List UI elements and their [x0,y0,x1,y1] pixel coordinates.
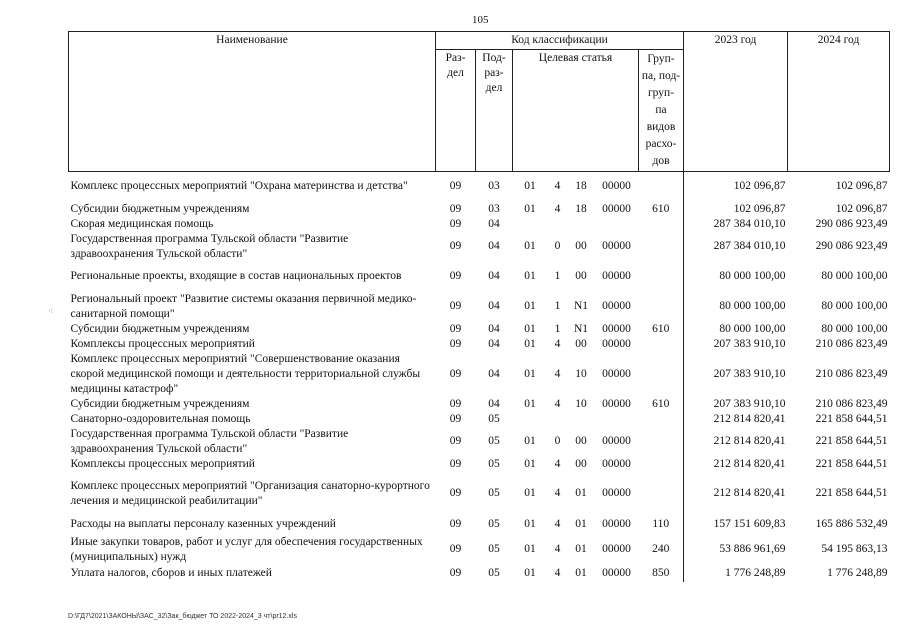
cell-cs3: 00 [575,270,587,282]
cell-v2024: 210 086 823,49 [815,337,888,350]
cell-vr [639,352,684,397]
header-2023: 2023 год [684,32,788,172]
cell-cs4: 00000 [602,543,631,555]
cell-vr [639,232,684,262]
header-code: Код классификации [436,32,684,50]
cell-name: Комплекс процессных мероприятий "Совершенствование оказания скорой медицинской помощи и деятельности территориальной службы медицины катастроф" [70,352,421,395]
cell-v2024: 80 000 100,00 [821,270,888,282]
cell-cs4: 00000 [602,397,631,410]
cell-vr: 610 [652,202,670,215]
cell-v2023: 212 814 820,41 [684,427,788,457]
header-name: Наименование [69,32,436,172]
table-row [69,565,890,582]
cell-cs1 [513,217,548,232]
cell-rz: 09 [449,518,462,530]
cell-pr: 04 [488,300,500,312]
cell-name: Иные закупки товаров, работ и услуг для обеспечения государственных (муниципальных) нужд [70,535,423,563]
cell-vr: 850 [652,566,670,579]
margin-mark: ⁖ [48,306,54,316]
cell-cs4 [595,412,639,427]
header-section: Раз- дел [436,50,476,172]
cell-v2024: 221 858 644,51 [815,435,888,447]
cell-cs3: 00 [575,337,587,350]
cell-cs1: 01 [524,367,536,380]
cell-cs1: 01 [524,566,536,579]
cell-name: Комплексы процессных мероприятий [70,458,255,470]
cell-cs4: 00000 [602,322,631,335]
cell-name: Государственная программа Тульской области "Развитие здравоохранения Тульской области" [70,427,349,455]
cell-v2023: 80 000 100,00 [684,262,788,292]
cell-cs3: 00 [575,458,587,470]
cell-cs4: 00000 [602,337,631,350]
cell-cs1 [513,412,548,427]
cell-rz: 09 [449,412,462,425]
cell-name: Субсидии бюджетным учреждениям [70,202,250,215]
cell-vr [639,172,684,202]
cell-cs2: 4 [554,180,561,193]
table-row [69,337,890,352]
cell-cs1: 01 [524,543,536,555]
cell-cs2: 0 [554,435,561,447]
cell-cs1: 01 [524,202,536,215]
cell-cs3: 00 [575,240,587,252]
cell-cs3: 18 [575,202,587,215]
cell-pr: 04 [488,367,500,380]
cell-v2023: 80 000 100,00 [684,292,788,322]
table-row [69,457,890,473]
table-row [69,352,890,397]
cell-pr: 04 [488,240,500,252]
table-row [69,412,890,427]
cell-cs1: 01 [524,240,536,252]
cell-rz: 09 [449,367,462,380]
cell-vr: 240 [652,543,670,555]
cell-v2023: 212 814 820,41 [684,457,788,473]
cell-cs1: 01 [524,397,536,410]
page-number: 105 [472,14,489,26]
cell-cs3: 01 [575,566,587,579]
cell-cs2 [548,217,568,232]
cell-pr: 04 [488,270,500,282]
cell-cs1: 01 [524,337,536,350]
cell-name: Комплекс процессных мероприятий "Охрана материнства и детства" [70,180,408,193]
cell-rz: 09 [449,566,462,579]
cell-rz: 09 [449,180,462,193]
cell-v2024: 221 858 644,51 [815,412,888,425]
cell-vr [639,217,684,232]
cell-cs3: 01 [575,518,587,530]
cell-pr: 03 [488,202,500,215]
cell-cs4: 00000 [602,487,631,499]
cell-pr: 04 [488,322,500,335]
cell-cs2: 4 [554,543,561,555]
cell-cs2: 4 [554,397,561,410]
cell-rz: 09 [449,337,462,350]
cell-v2024: 80 000 100,00 [821,322,888,335]
cell-vr: 610 [652,322,670,335]
table-row [69,202,890,217]
cell-v2023: 207 383 910,10 [684,337,788,352]
cell-v2023: 1 776 248,89 [684,565,788,582]
cell-pr: 05 [488,566,500,579]
table-row [69,172,890,202]
cell-v2024: 290 086 923,49 [815,217,888,230]
cell-name: Субсидии бюджетным учреждениям [70,322,250,335]
cell-cs3: 00 [575,435,587,447]
cell-v2024: 54 195 863,13 [821,543,888,555]
cell-rz: 09 [449,202,462,215]
cell-v2023: 157 151 609,83 [684,515,788,535]
cell-cs4: 00000 [602,202,631,215]
cell-vr [639,412,684,427]
cell-cs2: 0 [554,240,561,252]
cell-cs1: 01 [524,322,536,335]
cell-cs3: 01 [575,487,587,499]
cell-name: Расходы на выплаты персоналу казенных учреждений [70,518,336,530]
cell-cs4 [595,217,639,232]
file-path: D:\ГД7\2021\ЗАКОНЫ\ЗАС_32\Зак_бюджет ТО 2022-2024_3 чт\pr12.xls [68,613,297,620]
table-row [69,262,890,292]
cell-rz: 09 [449,270,462,282]
cell-name: Санаторно-оздоровительная помощь [70,412,251,425]
cell-name: Субсидии бюджетным учреждениям [70,397,250,410]
cell-cs4: 00000 [602,458,631,470]
cell-cs1: 01 [524,270,536,282]
cell-cs4: 00000 [602,270,631,282]
cell-rz: 09 [449,322,462,335]
cell-vr [639,427,684,457]
cell-rz: 09 [449,240,462,252]
cell-name: Скорая медицинская помощь [70,217,214,230]
cell-rz: 09 [449,435,462,447]
table-row [69,292,890,322]
cell-v2023: 207 383 910,10 [684,397,788,412]
cell-rz: 09 [449,217,462,230]
table-body [69,172,890,582]
cell-v2023: 212 814 820,41 [684,473,788,515]
cell-cs4: 00000 [602,435,631,447]
cell-name: Региональные проекты, входящие в состав национальных проектов [70,270,402,282]
cell-cs4: 00000 [602,240,631,252]
table-row [69,397,890,412]
cell-v2024: 221 858 644,51 [815,487,888,499]
cell-cs1: 01 [524,458,536,470]
table-row [69,515,890,535]
cell-vr [639,292,684,322]
cell-cs3: N1 [573,322,589,335]
cell-v2023: 212 814 820,41 [684,412,788,427]
cell-name: Комплекс процессных мероприятий "Организация санаторно-курортного лечения и медицинской реабилитации" [70,479,430,507]
cell-cs2: 1 [554,300,561,312]
cell-cs3: 01 [575,543,587,555]
cell-rz: 09 [449,487,462,499]
cell-cs2: 4 [554,518,561,530]
cell-cs4: 00000 [602,300,631,312]
cell-rz: 09 [449,300,462,312]
cell-cs2: 4 [554,566,561,579]
cell-rz: 09 [449,397,462,410]
cell-v2024: 210 086 823,49 [815,367,888,380]
cell-v2023: 53 886 961,69 [684,535,788,565]
cell-cs4: 00000 [602,367,631,380]
cell-cs4: 00000 [602,518,631,530]
cell-v2023: 287 384 010,10 [684,217,788,232]
header-target: Целевая статья [513,50,639,172]
cell-v2024: 165 886 532,49 [815,518,888,530]
cell-cs2: 1 [554,270,561,282]
table-row [69,232,890,262]
cell-cs3: 10 [575,367,587,380]
cell-pr: 03 [488,180,500,193]
cell-pr: 05 [488,487,500,499]
cell-rz: 09 [449,543,462,555]
cell-name: Комплексы процессных мероприятий [70,337,255,350]
cell-v2023: 102 096,87 [684,172,788,202]
cell-v2023: 207 383 910,10 [684,352,788,397]
cell-vr: 610 [652,397,670,410]
cell-v2023: 102 096,87 [684,202,788,217]
table-row [69,535,890,565]
cell-cs1: 01 [524,518,536,530]
cell-v2024: 102 096,87 [835,180,888,193]
cell-cs1: 01 [524,435,536,447]
cell-pr: 05 [488,435,500,447]
cell-rz: 09 [449,458,462,470]
cell-cs2: 4 [554,202,561,215]
cell-cs1: 01 [524,300,536,312]
cell-cs3: 10 [575,397,587,410]
cell-pr: 04 [488,397,500,410]
cell-name: Региональный проект "Развитие системы оказания первичной медико-санитарной помощи" [70,292,417,320]
header-subsection: Под- раз- дел [476,50,513,172]
cell-v2024: 1 776 248,89 [827,566,888,579]
table-row [69,427,890,457]
cell-pr: 05 [488,543,500,555]
cell-cs3: 18 [575,180,587,193]
cell-cs2: 1 [554,322,561,335]
table-row [69,322,890,337]
table-row [69,473,890,515]
cell-v2024: 290 086 923,49 [815,240,888,252]
cell-pr: 04 [488,217,500,230]
cell-pr: 05 [488,458,500,470]
cell-v2024: 102 096,87 [835,202,888,215]
cell-cs3: N1 [573,300,589,312]
cell-cs4: 00000 [602,566,631,579]
cell-cs2 [548,412,568,427]
cell-cs1: 01 [524,180,536,193]
cell-vr [639,337,684,352]
cell-pr: 05 [488,518,500,530]
cell-vr [639,262,684,292]
cell-vr [639,457,684,473]
cell-v2024: 221 858 644,51 [815,458,888,470]
cell-cs2: 4 [554,337,561,350]
cell-cs1: 01 [524,487,536,499]
header-group: Груп- па, под- груп- па видов расхо- дов [639,50,684,172]
cell-cs2: 4 [554,367,561,380]
table-row [69,217,890,232]
cell-v2024: 210 086 823,49 [815,397,888,410]
cell-v2023: 287 384 010,10 [684,232,788,262]
cell-vr: 110 [652,518,670,530]
budget-table [68,31,890,582]
header-2024: 2024 год [788,32,890,172]
cell-name: Государственная программа Тульской области "Развитие здравоохранения Тульской области" [70,232,349,260]
cell-vr [639,473,684,515]
cell-v2023: 80 000 100,00 [684,322,788,337]
cell-cs2: 4 [554,487,561,499]
cell-cs4: 00000 [602,180,631,193]
cell-pr: 04 [488,337,500,350]
cell-cs3 [568,217,595,232]
cell-v2024: 80 000 100,00 [821,300,888,312]
cell-cs3 [568,412,595,427]
cell-pr: 05 [488,412,500,425]
cell-name: Уплата налогов, сборов и иных платежей [70,566,272,579]
cell-cs2: 4 [554,458,561,470]
